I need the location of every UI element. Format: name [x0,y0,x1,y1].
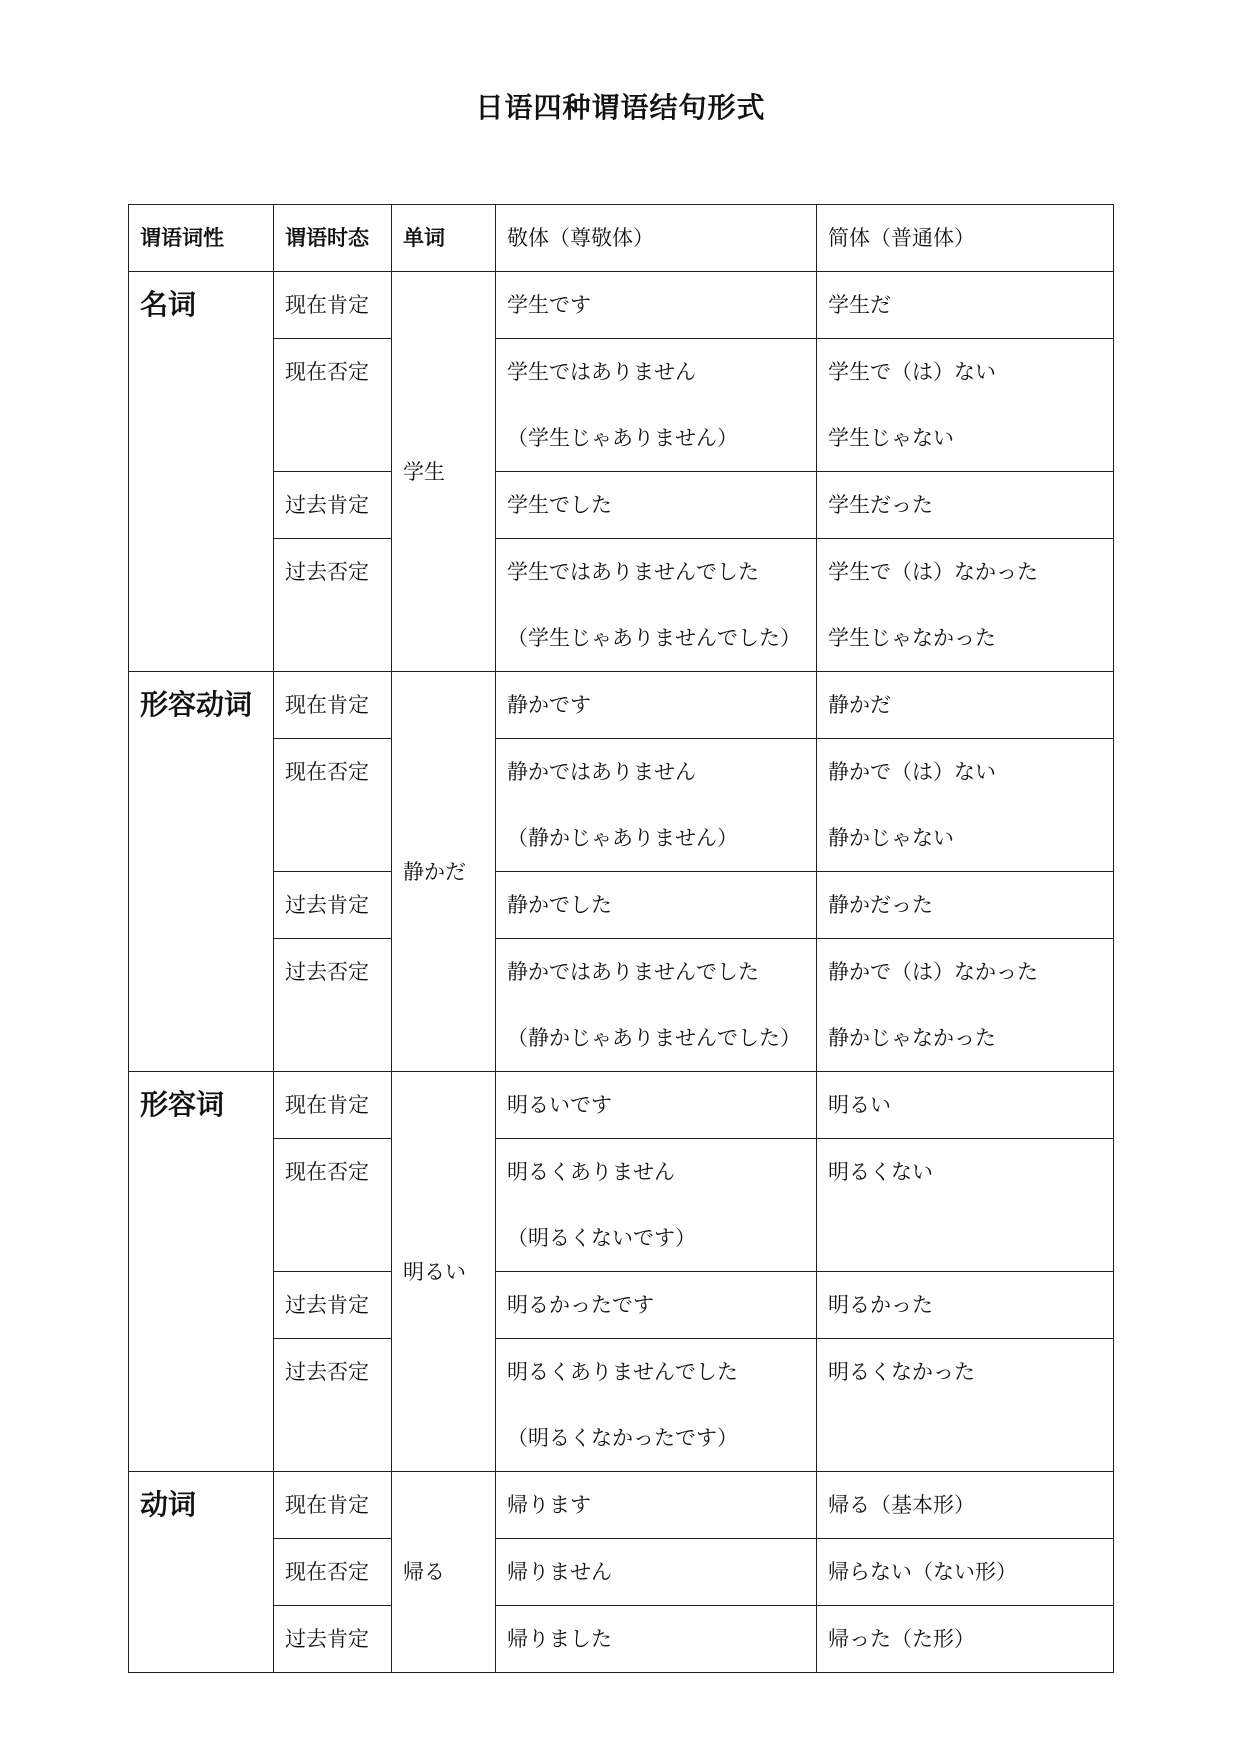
word-cell: 明るい [392,1072,496,1472]
plain-form-line: 静かで（は）ない [828,760,996,784]
polite-form-cell [496,1339,817,1472]
plain-form-cell [817,472,1114,539]
plain-form-line: 明るかった [828,1293,933,1317]
plain-form-line: 学生で（は）なかった [828,560,1038,584]
polite-form-line: 帰ります [507,1493,591,1517]
table-row [129,1139,1114,1272]
polite-form-line: 静かではありませんでした [507,960,759,984]
plain-form-line: 静かで（は）なかった [828,960,1038,984]
table-row [129,272,1114,339]
polite-form-line: 学生ではありません [507,360,696,384]
predicate-forms-table [128,204,1114,1673]
table-row [129,1339,1114,1472]
polite-form-cell [496,672,817,739]
header-tense: 谓语时态 [274,205,392,272]
plain-form-line: 静かじゃなかった [828,1026,996,1050]
part-of-speech-cell: 动词 [129,1472,274,1673]
plain-form-cell [817,739,1114,872]
table-row [129,472,1114,539]
polite-form-cell [496,1072,817,1139]
polite-form-line: （明るくないです） [507,1226,696,1250]
tense-cell: 过去否定 [274,939,392,1072]
table-row [129,1539,1114,1606]
polite-form-line: （明るくなかったです） [507,1426,738,1450]
polite-form-line: 帰りません [507,1560,612,1584]
tense-cell: 过去肯定 [274,1272,392,1339]
plain-form-cell [817,272,1114,339]
plain-form-cell [817,1139,1114,1272]
plain-form-line: 帰った（た形） [828,1627,975,1651]
polite-form-cell [496,1539,817,1606]
tense-cell: 过去肯定 [274,1606,392,1673]
plain-form-line: 明るい [828,1093,891,1117]
tense-cell: 过去肯定 [274,472,392,539]
plain-form-cell [817,672,1114,739]
tense-cell: 过去肯定 [274,872,392,939]
word-cell: 静かだ [392,672,496,1072]
polite-form-line: 帰りました [507,1627,612,1651]
polite-form-line: 明るいです [507,1093,612,1117]
table-row [129,539,1114,672]
header-word: 单词 [392,205,496,272]
polite-form-line: 静かでした [507,893,612,917]
plain-form-cell [817,1339,1114,1472]
plain-form-cell [817,1272,1114,1339]
table-row [129,739,1114,872]
plain-form-line: 学生で（は）ない [828,360,996,384]
word-cell: 学生 [392,272,496,672]
part-of-speech-cell: 形容动词 [129,672,274,1072]
header-part-of-speech: 谓语词性 [129,205,274,272]
polite-form-line: （静かじゃありません） [507,826,738,850]
tense-cell: 过去否定 [274,539,392,672]
plain-form-line: 明るくなかった [828,1360,975,1384]
polite-form-cell [496,872,817,939]
plain-form-cell [817,1539,1114,1606]
polite-form-cell [496,472,817,539]
header-plain-form: 简体（普通体） [817,205,1114,272]
polite-form-line: （学生じゃありません） [507,426,738,450]
tense-cell: 现在肯定 [274,272,392,339]
table-header-row [129,205,1114,272]
plain-form-line: 学生じゃない [828,426,954,450]
polite-form-cell [496,1272,817,1339]
document-title: 日语四种谓语结句形式 [475,91,766,124]
polite-form-line: 学生です [507,293,591,317]
polite-form-line: 静かではありません [507,760,696,784]
table-row [129,672,1114,739]
polite-form-cell [496,272,817,339]
table-row [129,939,1114,1072]
tense-cell: 现在否定 [274,339,392,472]
tense-cell: 现在肯定 [274,1072,392,1139]
table-row [129,872,1114,939]
part-of-speech-cell: 形容词 [129,1072,274,1472]
plain-form-cell [817,1072,1114,1139]
plain-form-cell [817,872,1114,939]
plain-form-cell [817,1606,1114,1673]
table-row [129,1272,1114,1339]
polite-form-cell [496,939,817,1072]
plain-form-line: 静かだった [828,893,933,917]
polite-form-line: 明るくありませんでした [507,1360,738,1384]
plain-form-line: 学生だった [828,493,933,517]
polite-form-cell [496,539,817,672]
polite-form-line: 明るかったです [507,1293,654,1317]
plain-form-cell [817,539,1114,672]
polite-form-cell [496,1472,817,1539]
polite-form-cell [496,339,817,472]
tense-cell: 现在否定 [274,1539,392,1606]
plain-form-cell [817,339,1114,472]
tense-cell: 现在否定 [274,1139,392,1272]
polite-form-cell [496,1139,817,1272]
tense-cell: 现在肯定 [274,672,392,739]
table-body [129,272,1114,1673]
polite-form-cell [496,739,817,872]
plain-form-line: 静かだ [828,693,891,717]
polite-form-line: 学生でした [507,493,612,517]
polite-form-line: 静かです [507,693,591,717]
plain-form-line: 明るくない [828,1160,933,1184]
plain-form-line: 学生じゃなかった [828,626,996,650]
plain-form-line: 静かじゃない [828,826,954,850]
table-row [129,339,1114,472]
plain-form-cell [817,939,1114,1072]
plain-form-line: 帰らない（ない形） [828,1560,1017,1584]
plain-form-cell [817,1472,1114,1539]
part-of-speech-cell: 名词 [129,272,274,672]
tense-cell: 现在肯定 [274,1472,392,1539]
table-row [129,1472,1114,1539]
plain-form-line: 帰る（基本形） [828,1493,975,1517]
polite-form-line: 明るくありません [507,1160,675,1184]
table-row [129,1606,1114,1673]
polite-form-cell [496,1606,817,1673]
tense-cell: 过去否定 [274,1339,392,1472]
polite-form-line: 学生ではありませんでした [507,560,759,584]
polite-form-line: （静かじゃありませんでした） [507,1026,801,1050]
polite-form-line: （学生じゃありませんでした） [507,626,801,650]
header-polite-form: 敬体（尊敬体） [496,205,817,272]
plain-form-line: 学生だ [828,293,891,317]
word-cell: 帰る [392,1472,496,1673]
table-row [129,1072,1114,1139]
tense-cell: 现在否定 [274,739,392,872]
